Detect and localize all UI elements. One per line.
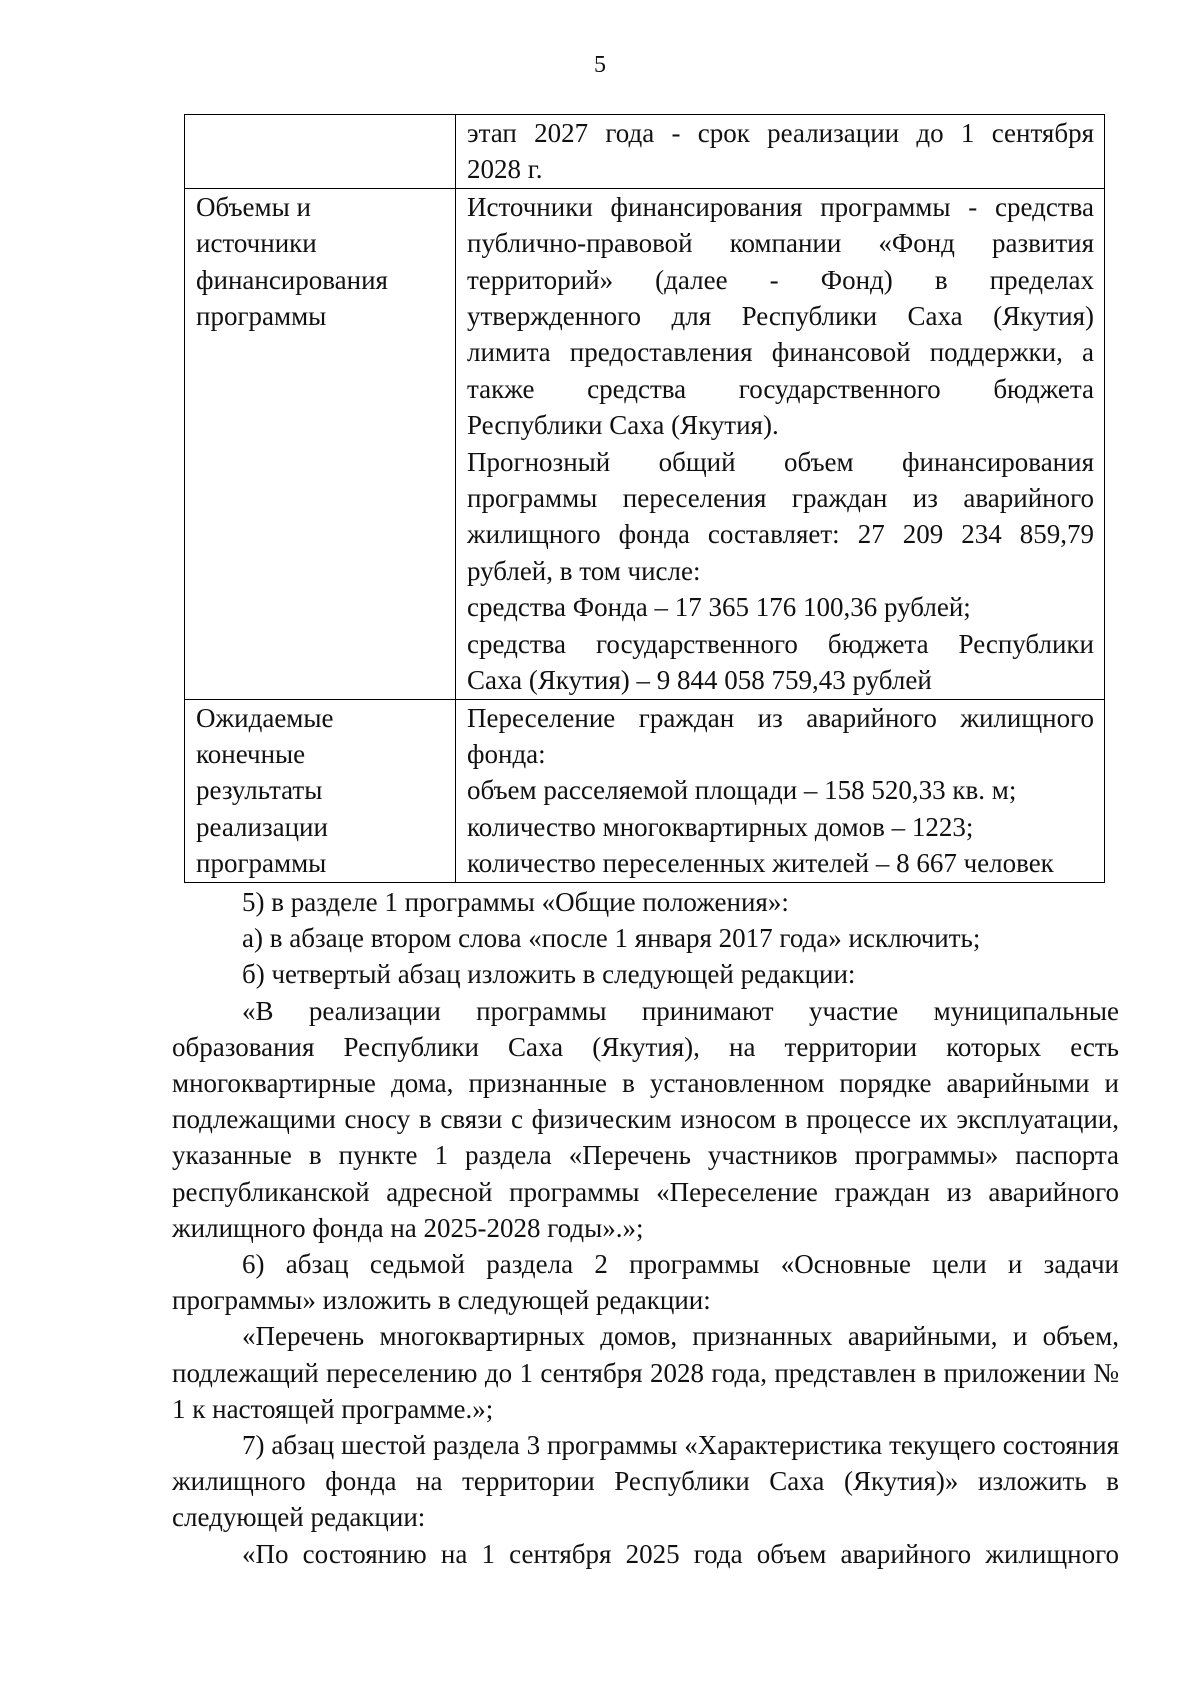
table-line: рублей, в том числе: <box>467 555 701 586</box>
table-line: Переселение граждан из аварийного жилищного <box>467 702 1094 733</box>
paragraph-item-6: 6) абзац седьмой раздела 2 программы «Основные цели и задачи программы» изложить в следующей редакции: <box>172 1249 1119 1316</box>
table-line: Республики Саха (Якутия). <box>467 410 779 441</box>
table-line: публично-правовой компании «Фонд развития <box>467 228 1094 259</box>
table-line: утвержденного для Республики Саха (Якутия) <box>467 301 1094 332</box>
table-line: количество многоквартирных домов – 1223; <box>467 811 974 842</box>
table-row <box>185 115 1105 189</box>
table-label-line: конечные <box>196 738 306 769</box>
table-line: территорий» (далее - Фонд) в пределах <box>467 264 1094 295</box>
table-line: средства государственного бюджета Республики <box>467 628 1094 659</box>
table-line: программы переселения граждан из аварийного <box>467 483 1094 514</box>
table-row <box>185 699 1105 882</box>
table-label-line: программы <box>196 301 327 332</box>
table-cell-label <box>185 115 456 189</box>
table-line: фонда: <box>467 738 546 769</box>
table-line: Источники финансирования программы - средства <box>467 191 1094 222</box>
table-label-line: реализации <box>196 811 328 842</box>
table-cell-value <box>456 115 1105 189</box>
paragraph-item-5: 5) в разделе 1 программы «Общие положения»: <box>242 887 789 917</box>
table-label-line: источники <box>196 228 317 259</box>
table-line: 2028 г. <box>467 154 543 185</box>
table-line: этап 2027 года - срок реализации до 1 сентября <box>467 118 1094 148</box>
table-label-line: программы <box>196 848 327 879</box>
table-row <box>185 188 1105 699</box>
table-label-line: результаты <box>196 775 323 806</box>
table-line: средства Фонда – 17 365 176 100,36 рублей; <box>467 592 971 623</box>
table-label-line: финансирования <box>196 264 388 295</box>
table-label-line: Ожидаемые <box>196 702 334 733</box>
table-cell-value <box>456 188 1105 699</box>
table-label-line: Объемы и <box>196 191 311 222</box>
table-line: Саха (Якутия) – 9 844 058 759,43 рублей <box>467 665 932 696</box>
table-line: объем расселяемой площади – 158 520,33 кв. м; <box>467 775 1017 806</box>
quoted-paragraph: «В реализации программы принимают участие муниципальные образования Республики Саха (Якутия), на территории которых есть многоквартирные дома, признанные в установленном порядке аварийными и подлежащими сносу в связи с физическим износом в процессе их эксплуатации, указанные в пункте 1 раздела «Перечень участников программы» паспорта республиканской адресной программы «Переселение граждан из аварийного жилищного фонда на 2025-2028 годы».»; <box>172 995 1119 1243</box>
table-cell-value <box>456 699 1105 882</box>
table-line: количество переселенных жителей – 8 667 человек <box>467 848 1054 879</box>
paragraph-item-5b: б) четвертый абзац изложить в следующей редакции: <box>242 959 856 990</box>
paragraph-item-5a: а) в абзаце втором слова «после 1 января 2017 года» исключить; <box>242 923 981 954</box>
table-line: также средства государственного бюджета <box>467 373 1094 404</box>
table-line: Прогнозный общий объем финансирования <box>467 446 1094 477</box>
program-passport-table <box>184 114 1105 883</box>
quoted-paragraph: «Перечень многоквартирных домов, признанных аварийными, и объем, подлежащий переселению до 1 сентября 2028 года, представлен в приложении № 1 к настоящей программе.»; <box>172 1321 1119 1424</box>
quoted-paragraph: «По состоянию на 1 сентября 2025 года объем аварийного жилищного <box>242 1538 1119 1569</box>
document-body <box>172 884 1119 1572</box>
table-cell-label <box>185 699 456 882</box>
table-line: лимита предоставления финансовой поддержки, а <box>467 337 1094 368</box>
paragraph-item-7: 7) абзац шестой раздела 3 программы «Характеристика текущего состояния жилищного фонда на территории Республики Саха (Якутия)» изложить в следующей редакции: <box>172 1430 1119 1533</box>
table-line: жилищного фонда составляет: 27 209 234 859,79 <box>467 519 1094 550</box>
table-cell-label <box>185 188 456 699</box>
page-number: 5 <box>594 52 606 78</box>
